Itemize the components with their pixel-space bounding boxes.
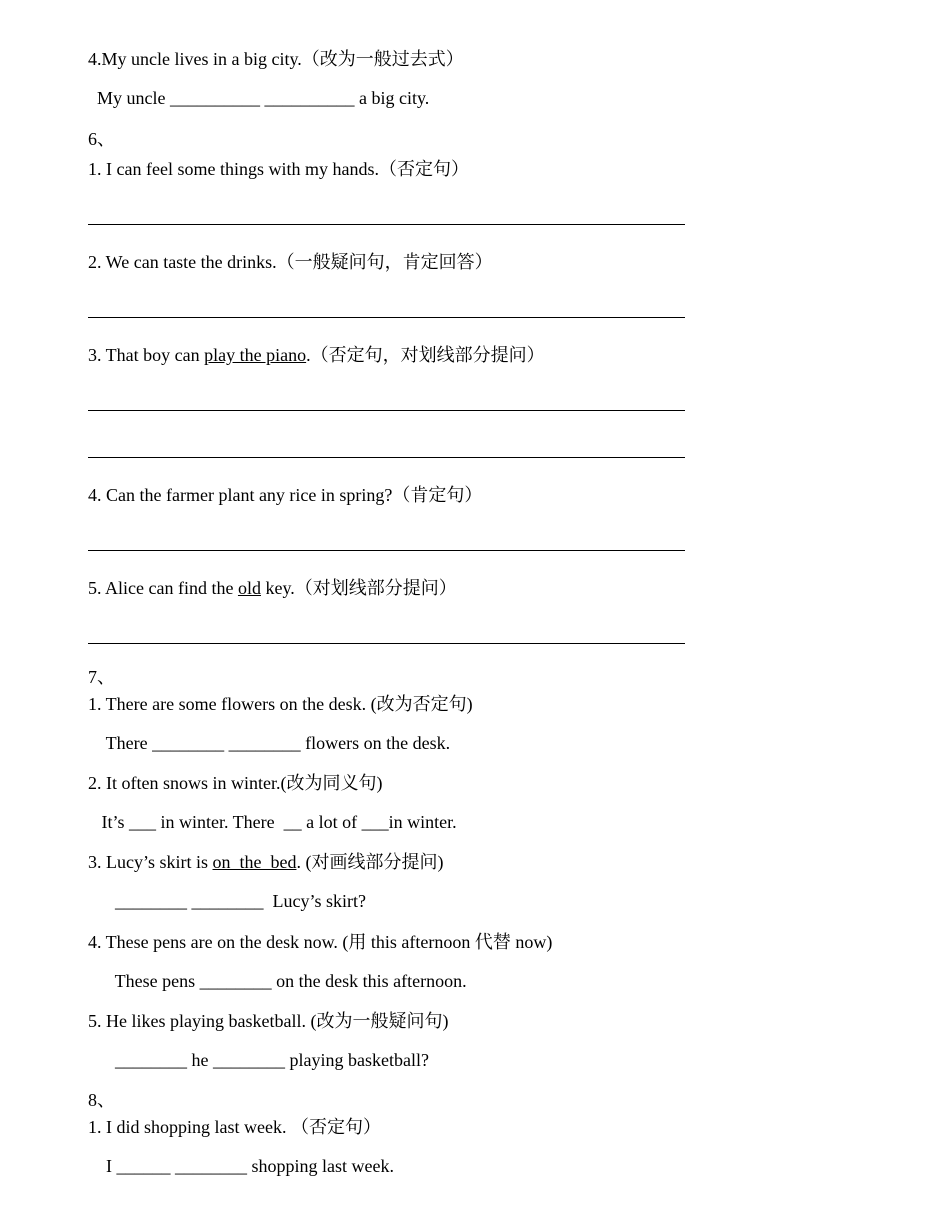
s6-q1-prompt: 1. I can feel some things with my hands.（否定句） (88, 159, 469, 179)
s6-q5-text: 5. Alice can find the (88, 578, 238, 598)
s6-q3-text: 3. That boy can (88, 345, 205, 365)
section-8-heading: 8、 (88, 1090, 115, 1110)
s7-q1-answer: There ________ ________ flowers on the desk. (88, 733, 451, 753)
s6-q3-prompt (88, 343, 545, 367)
s6-q3-underlined-phrase: play the piano (204, 345, 307, 365)
section-6-heading: 6、 (88, 129, 115, 149)
s6-q2-prompt: 2. We can taste the drinks.（一般疑问句，肯定回答） (88, 252, 493, 272)
s7-q5-answer: ________ he ________ playing basketball? (88, 1050, 429, 1070)
s7-q2-prompt: 2. It often snows in winter.(改为同义句) (88, 773, 383, 793)
s6-q5-underlined-word: old (237, 578, 261, 598)
s7-q3-prompt (88, 850, 443, 874)
s6-q5-instruction: key.（对划线部分提问） (260, 578, 457, 598)
s7-q1-prompt: 1. There are some flowers on the desk. (改为否定句) (88, 694, 473, 714)
s6-q2-answer-line (88, 317, 685, 318)
s8-q1-answer: I ______ ________ shopping last week. (88, 1156, 394, 1176)
s5-q4-prompt: 4.My uncle lives in a big city.（改为一般过去式） (88, 49, 464, 69)
s6-q4-prompt: 4. Can the farmer plant any rice in spring?（肯定句） (88, 485, 483, 505)
s6-q4-answer-line (88, 550, 685, 551)
section-7-heading: 7、 (88, 667, 115, 687)
s6-q5-prompt (88, 576, 457, 600)
s6-q3-instruction: .（否定句，对划线部分提问） (306, 345, 545, 365)
s6-q3-answer-line-2 (88, 457, 685, 458)
s7-q4-answer: These pens ________ on the desk this afternoon. (88, 971, 467, 991)
s7-q5-prompt: 5. He likes playing basketball. (改为一般疑问句) (88, 1011, 449, 1031)
s7-q2-answer: It’s ___ in winter. There __ a lot of ___in winter. (88, 812, 457, 832)
s6-q1-answer-line (88, 224, 685, 225)
s8-q1-prompt: 1. I did shopping last week. （否定句） (88, 1117, 381, 1137)
s7-q3-text: 3. Lucy’s skirt is (88, 852, 213, 872)
s6-q3-answer-line-1 (88, 410, 685, 411)
s7-q3-underlined-phrase: on the bed (212, 852, 297, 872)
s6-q5-answer-line (88, 643, 685, 644)
s5-q4-answer: My uncle __________ __________ a big city. (88, 88, 430, 108)
s7-q4-prompt: 4. These pens are on the desk now. (用 this afternoon 代替 now) (88, 932, 553, 952)
s7-q3-instruction: . (对画线部分提问) (296, 852, 444, 872)
s7-q3-answer: ________ ________ Lucy’s skirt? (88, 891, 366, 911)
